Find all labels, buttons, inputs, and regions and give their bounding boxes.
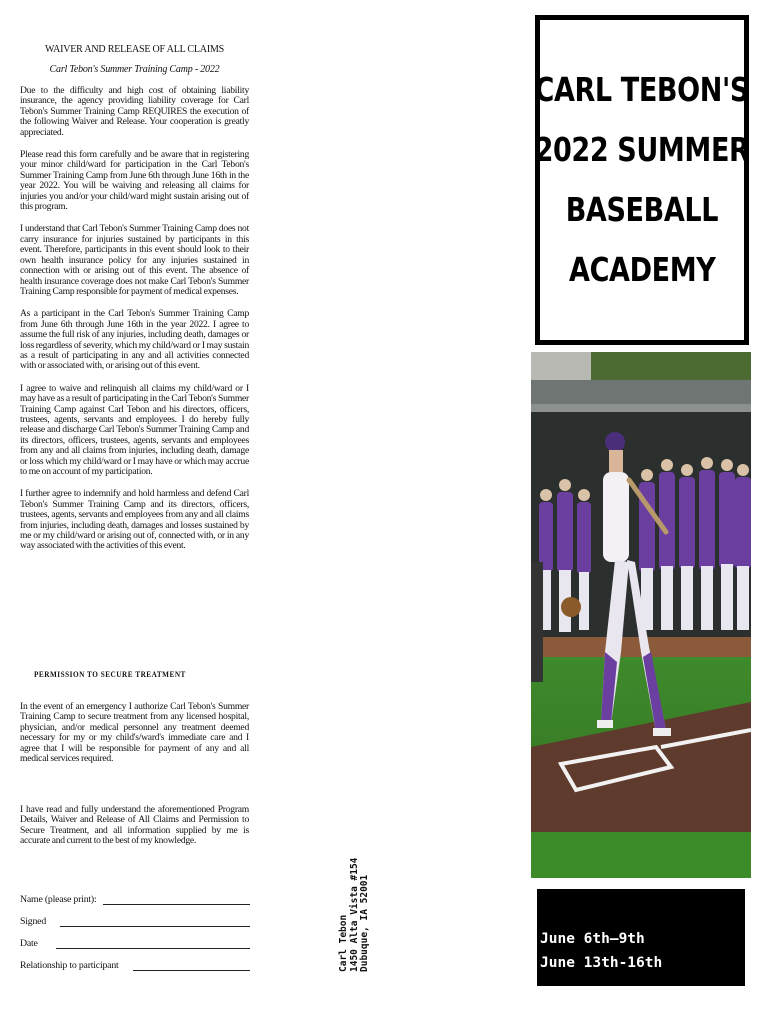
dates-line-2: June 13th-16th	[540, 955, 663, 971]
mailing-address	[339, 858, 371, 972]
name-label: Name (please print):	[20, 894, 97, 905]
relationship-field[interactable]	[133, 961, 250, 971]
cover-title-line-2: 2022 SUMMER	[534, 130, 750, 169]
signature-field[interactable]	[60, 917, 250, 927]
date-row	[20, 927, 250, 949]
acknowledgement-section	[20, 805, 249, 859]
address-name: Carl Tebon	[338, 914, 349, 972]
waiver-paragraph-2: Please read this form carefully and be aware that in registering your minor child/ward for participation in the Carl Tebon's Summer Training Camp from June 6th through June 16th in the year 2022. You will be waiving and releasing all claims for injuries you and/or your child/ward might sustain arising out of this program.	[20, 149, 249, 213]
cover-title-line-1: CARL TEBON'S	[534, 70, 750, 109]
signed-row	[20, 905, 250, 927]
baseball-photo	[531, 352, 751, 878]
waiver-subtitle: Carl Tebon's Summer Training Camp - 2022	[49, 64, 220, 75]
name-row	[20, 883, 250, 905]
dates-box	[537, 889, 745, 986]
signature-form	[20, 883, 250, 971]
waiver-paragraph-5: I agree to waive and relinquish all claims my child/ward or I may have as a result of participating in the Carl Tebon's Summer Training Camp against Carl Tebon and his directors, officers, trustees, agents, servants and employees. I do hereby fully release and discharge Carl Tebon's Summer Training Camp and its directors, officers, trustees, agents, servants and employees from any and all claims from injuries, including death, damage or loss which my child/ward or I may have or which may accrue to me on account of my participation.	[20, 382, 249, 477]
address-street: 1450 Alta Vista #154	[348, 857, 360, 972]
acknowledgement-text: I have read and fully understand the aforementioned Program Details, Waiver and Release of All Claims and Permission to Secure Treatment, and all information supplied by me is accurate and current to the best of my knowledge.	[20, 804, 249, 847]
waiver-title: WAIVER AND RELEASE OF ALL CLAIMS	[44, 44, 225, 55]
cover-title-line-4: ACADEMY	[568, 250, 716, 289]
cover-title-line-3: BASEBALL	[565, 190, 719, 229]
dates-line-1: June 6th—9th	[540, 931, 645, 947]
waiver-section	[20, 44, 249, 564]
name-field[interactable]	[103, 895, 250, 905]
treatment-heading: PERMISSION TO SECURE TREATMENT	[34, 669, 186, 679]
address-city: Dubuque, IA 52001	[359, 874, 370, 972]
date-label: Date	[20, 938, 38, 949]
date-field[interactable]	[56, 939, 250, 949]
waiver-paragraph-3: I understand that Carl Tebon's Summer Training Camp does not carry insurance for injuries sustained by participants in this event. Therefore, participants in this event should look to their own health insurance policy for any injuries sustained in connection with or arising out of this event. The absence of health insurance coverage does not make Carl Tebon's Summer Training Camp responsible for payment of medical expenses.	[20, 223, 249, 297]
relationship-row	[20, 949, 250, 971]
treatment-text: In the event of an emergency I authorize Carl Tebon's Summer Training Camp to secure treatment from any licensed hospital, physician, and/or medical personnel any treatment deemed necessary for my or my child's/ward's immediate care and I agree that I will be responsible for payment of any and all medical services required.	[20, 701, 249, 765]
signed-label: Signed	[20, 916, 47, 927]
waiver-paragraph-1: Due to the difficulty and high cost of obtaining liability insurance, the agency providing liability coverage for Carl Tebon's Summer Training Camp REQUIRES the execution of the following Waiver and Release. Your cooperation is greatly appreciated.	[20, 85, 249, 138]
treatment-section	[20, 702, 249, 776]
waiver-paragraph-4: As a participant in the Carl Tebon's Summer Training Camp from June 6th through June 16th in the year 2022. I agree to assume the full risk of any injuries, including death, damages or loss regardless of severity, which my child/ward or I may sustain as a result of participating in any and all activities connected with or associated with, or arising out of this event.	[20, 308, 249, 372]
baseball-batter-icon	[531, 352, 751, 878]
waiver-paragraph-6: I further agree to indemnify and hold harmless and defend Carl Tebon's Summer Training Camp and its directors, officers, trustees, agents, servants and employees from any and all claims from injuries, including death, damages and losses sustained by me or my child/ward or arising out of, connected with, or in any way associated with the activities of this event.	[20, 488, 249, 552]
cover-title-box	[535, 15, 749, 345]
relationship-label: Relationship to participant	[20, 960, 119, 971]
